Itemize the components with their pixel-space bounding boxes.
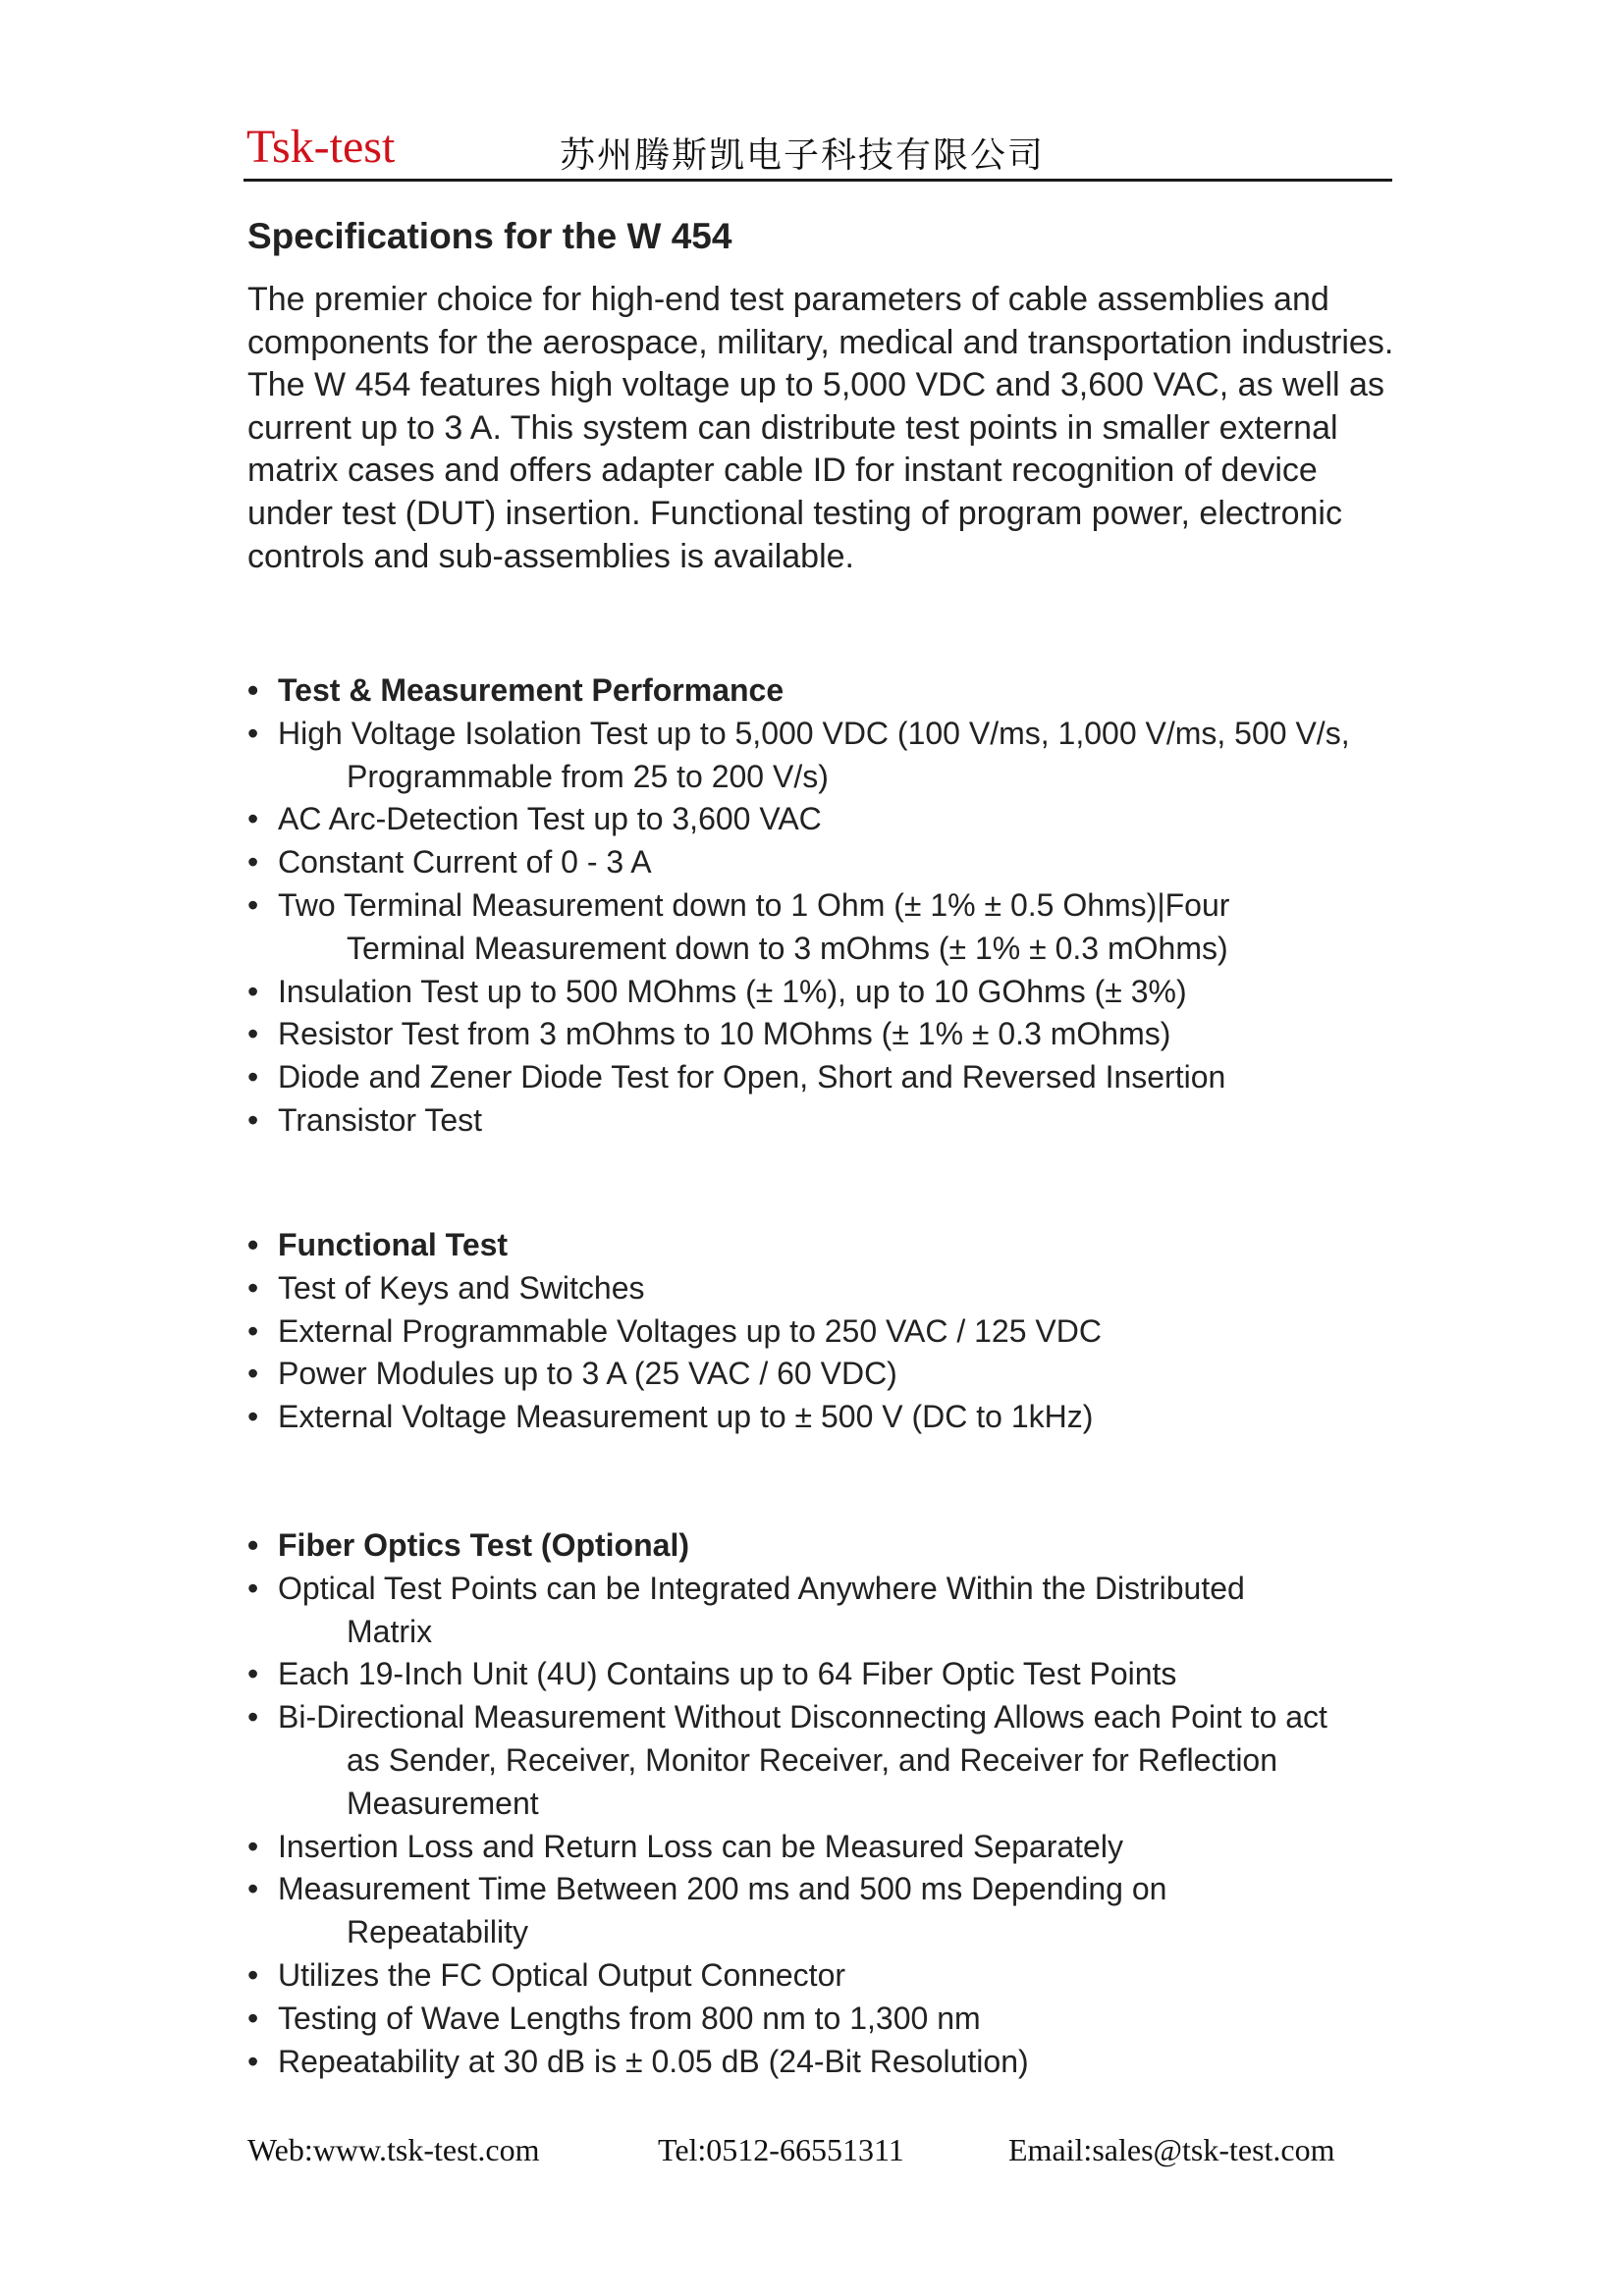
spec-list-item [247, 1353, 1426, 1396]
bullet-icon: • [247, 1828, 259, 1864]
spec-item-text: Resistor Test from 3 mOhms to 10 MOhms (± 1% ± 0.3 mOhms) [278, 1016, 1171, 1052]
bullet-icon: • [247, 1016, 259, 1052]
spec-item-text: Insulation Test up to 500 MOhms (± 1%), up to 10 GOhms (± 3%) [278, 973, 1187, 1009]
spec-section-test-measurement [247, 669, 1426, 1143]
bullet-icon: • [247, 715, 259, 751]
spec-list-item [247, 713, 1426, 799]
spec-item-text: Each 19-Inch Unit (4U) Contains up to 64 Fiber Optic Test Points [278, 1656, 1177, 1692]
footer-web: Web:www.tsk-test.com [247, 2132, 540, 2167]
bullet-icon: • [247, 1059, 259, 1095]
spec-list-item [247, 1099, 1426, 1143]
bullet-icon: • [247, 672, 259, 708]
spec-list-item [247, 841, 1426, 884]
spec-list-item [247, 1013, 1426, 1056]
spec-item-text: Repeatability at 30 dB is ± 0.05 dB (24-Bit Resolution) [278, 2043, 1029, 2079]
spec-item-continuation: as Sender, Receiver, Monitor Receiver, and Receiver for Reflection [347, 1741, 1278, 1778]
bullet-icon: • [247, 1269, 259, 1306]
footer-tel: Tel:0512-66551311 [658, 2132, 904, 2167]
section-heading-text: Fiber Optics Test (Optional) [278, 1527, 689, 1563]
spec-list-item [247, 1568, 1426, 1654]
intro-paragraph: The premier choice for high-end test parameters of cable assemblies and components for the aerospace, military, medical and transportation industries. The W 454 features high voltage up to 5,000 VDC and 3,600 VAC, as well as current up to 3 A. This system can distribute test points in smaller external matrix cases and offers adapter cable ID for instant recognition of device under test (DUT) insertion. Functional testing of program power, electronic controls and sub-assemblies is available. [247, 281, 1394, 575]
spec-list-item [247, 1310, 1426, 1354]
page-footer [0, 2132, 1623, 2181]
spec-list-item [247, 1998, 1426, 2041]
spec-list-item [247, 1826, 1426, 1869]
page-header [243, 116, 1392, 182]
bullet-icon: • [247, 2000, 259, 2036]
spec-item-text: Insertion Loss and Return Loss can be Measured Separately [278, 1828, 1123, 1864]
spec-list-item [247, 1267, 1426, 1310]
spec-item-continuation: Repeatability [347, 1914, 528, 1950]
brand-logo-text: Tsk-test [246, 121, 396, 173]
spec-item-text: Bi-Directional Measurement Without Disconnecting Allows each Point to act [278, 1699, 1327, 1735]
spec-item-text: AC Arc-Detection Test up to 3,600 VAC [278, 801, 822, 837]
bullet-icon: • [247, 1570, 259, 1606]
section-heading-text: Functional Test [278, 1227, 509, 1262]
spec-item-text: Diode and Zener Diode Test for Open, Short and Reversed Insertion [278, 1059, 1226, 1095]
spec-item-text: Measurement Time Between 200 ms and 500 ms Depending on [278, 1871, 1167, 1907]
spec-item-text: Two Terminal Measurement down to 1 Ohm (± 1% ± 0.5 Ohms)|Four [278, 886, 1230, 923]
spec-section-functional [247, 1224, 1426, 1439]
bullet-icon: • [247, 1527, 259, 1563]
bullet-icon: • [247, 1699, 259, 1735]
spec-list-item [247, 971, 1426, 1014]
spec-item-text: External Programmable Voltages up to 250 VAC / 125 VDC [278, 1312, 1102, 1349]
spec-item-text: Transistor Test [278, 1101, 483, 1138]
bullet-icon: • [247, 886, 259, 923]
page-title: Specifications for the W 454 [247, 216, 732, 256]
spec-item-continuation: Measurement [347, 1785, 539, 1821]
spec-list-item [247, 798, 1426, 841]
bullet-icon: • [247, 1956, 259, 1993]
bullet-icon: • [247, 1312, 259, 1349]
spec-item-text: Power Modules up to 3 A (25 VAC / 60 VDC) [278, 1356, 897, 1392]
bullet-icon: • [247, 801, 259, 837]
bullet-icon: • [247, 1399, 259, 1435]
bullet-icon: • [247, 1871, 259, 1907]
spec-item-text: Test of Keys and Switches [278, 1269, 645, 1306]
spec-list-item [247, 1868, 1426, 1954]
bullet-icon: • [247, 1227, 259, 1262]
spec-item-text: Testing of Wave Lengths from 800 nm to 1,300 nm [278, 2000, 981, 2036]
spec-item-text: Constant Current of 0 - 3 A [278, 844, 652, 881]
spec-item-text: High Voltage Isolation Test up to 5,000 VDC (100 V/ms, 1,000 V/ms, 500 V/s, [278, 715, 1350, 751]
spec-item-continuation: Programmable from 25 to 200 V/s) [347, 758, 829, 794]
section-heading [247, 1524, 1426, 1568]
spec-item-text: Utilizes the FC Optical Output Connector [278, 1956, 846, 1993]
section-heading-text: Test & Measurement Performance [278, 672, 784, 708]
spec-list-item [247, 1653, 1426, 1696]
section-heading [247, 1224, 1426, 1267]
section-heading [247, 669, 1426, 713]
bullet-icon: • [247, 1356, 259, 1392]
spec-item-continuation: Terminal Measurement down to 3 mOhms (± 1% ± 0.3 mOhms) [347, 930, 1228, 966]
spec-list-item [247, 2041, 1426, 2084]
bullet-icon: • [247, 2043, 259, 2079]
bullet-icon: • [247, 844, 259, 881]
spec-item-continuation: Matrix [347, 1613, 433, 1649]
spec-item-text: External Voltage Measurement up to ± 500 V (DC to 1kHz) [278, 1399, 1094, 1435]
spec-list-item [247, 1954, 1426, 1998]
spec-item-text: Optical Test Points can be Integrated Anywhere Within the Distributed [278, 1570, 1245, 1606]
spec-list-item [247, 1056, 1426, 1099]
spec-list-item [247, 1396, 1426, 1439]
bullet-icon: • [247, 1656, 259, 1692]
company-name: 苏州腾斯凯电子科技有限公司 [560, 135, 1046, 176]
spec-list-item [247, 1696, 1426, 1825]
spec-section-fiber-optics [247, 1524, 1426, 2083]
footer-email: Email:sales@tsk-test.com [1008, 2132, 1335, 2167]
spec-list-item [247, 884, 1426, 971]
bullet-icon: • [247, 973, 259, 1009]
bullet-icon: • [247, 1101, 259, 1138]
